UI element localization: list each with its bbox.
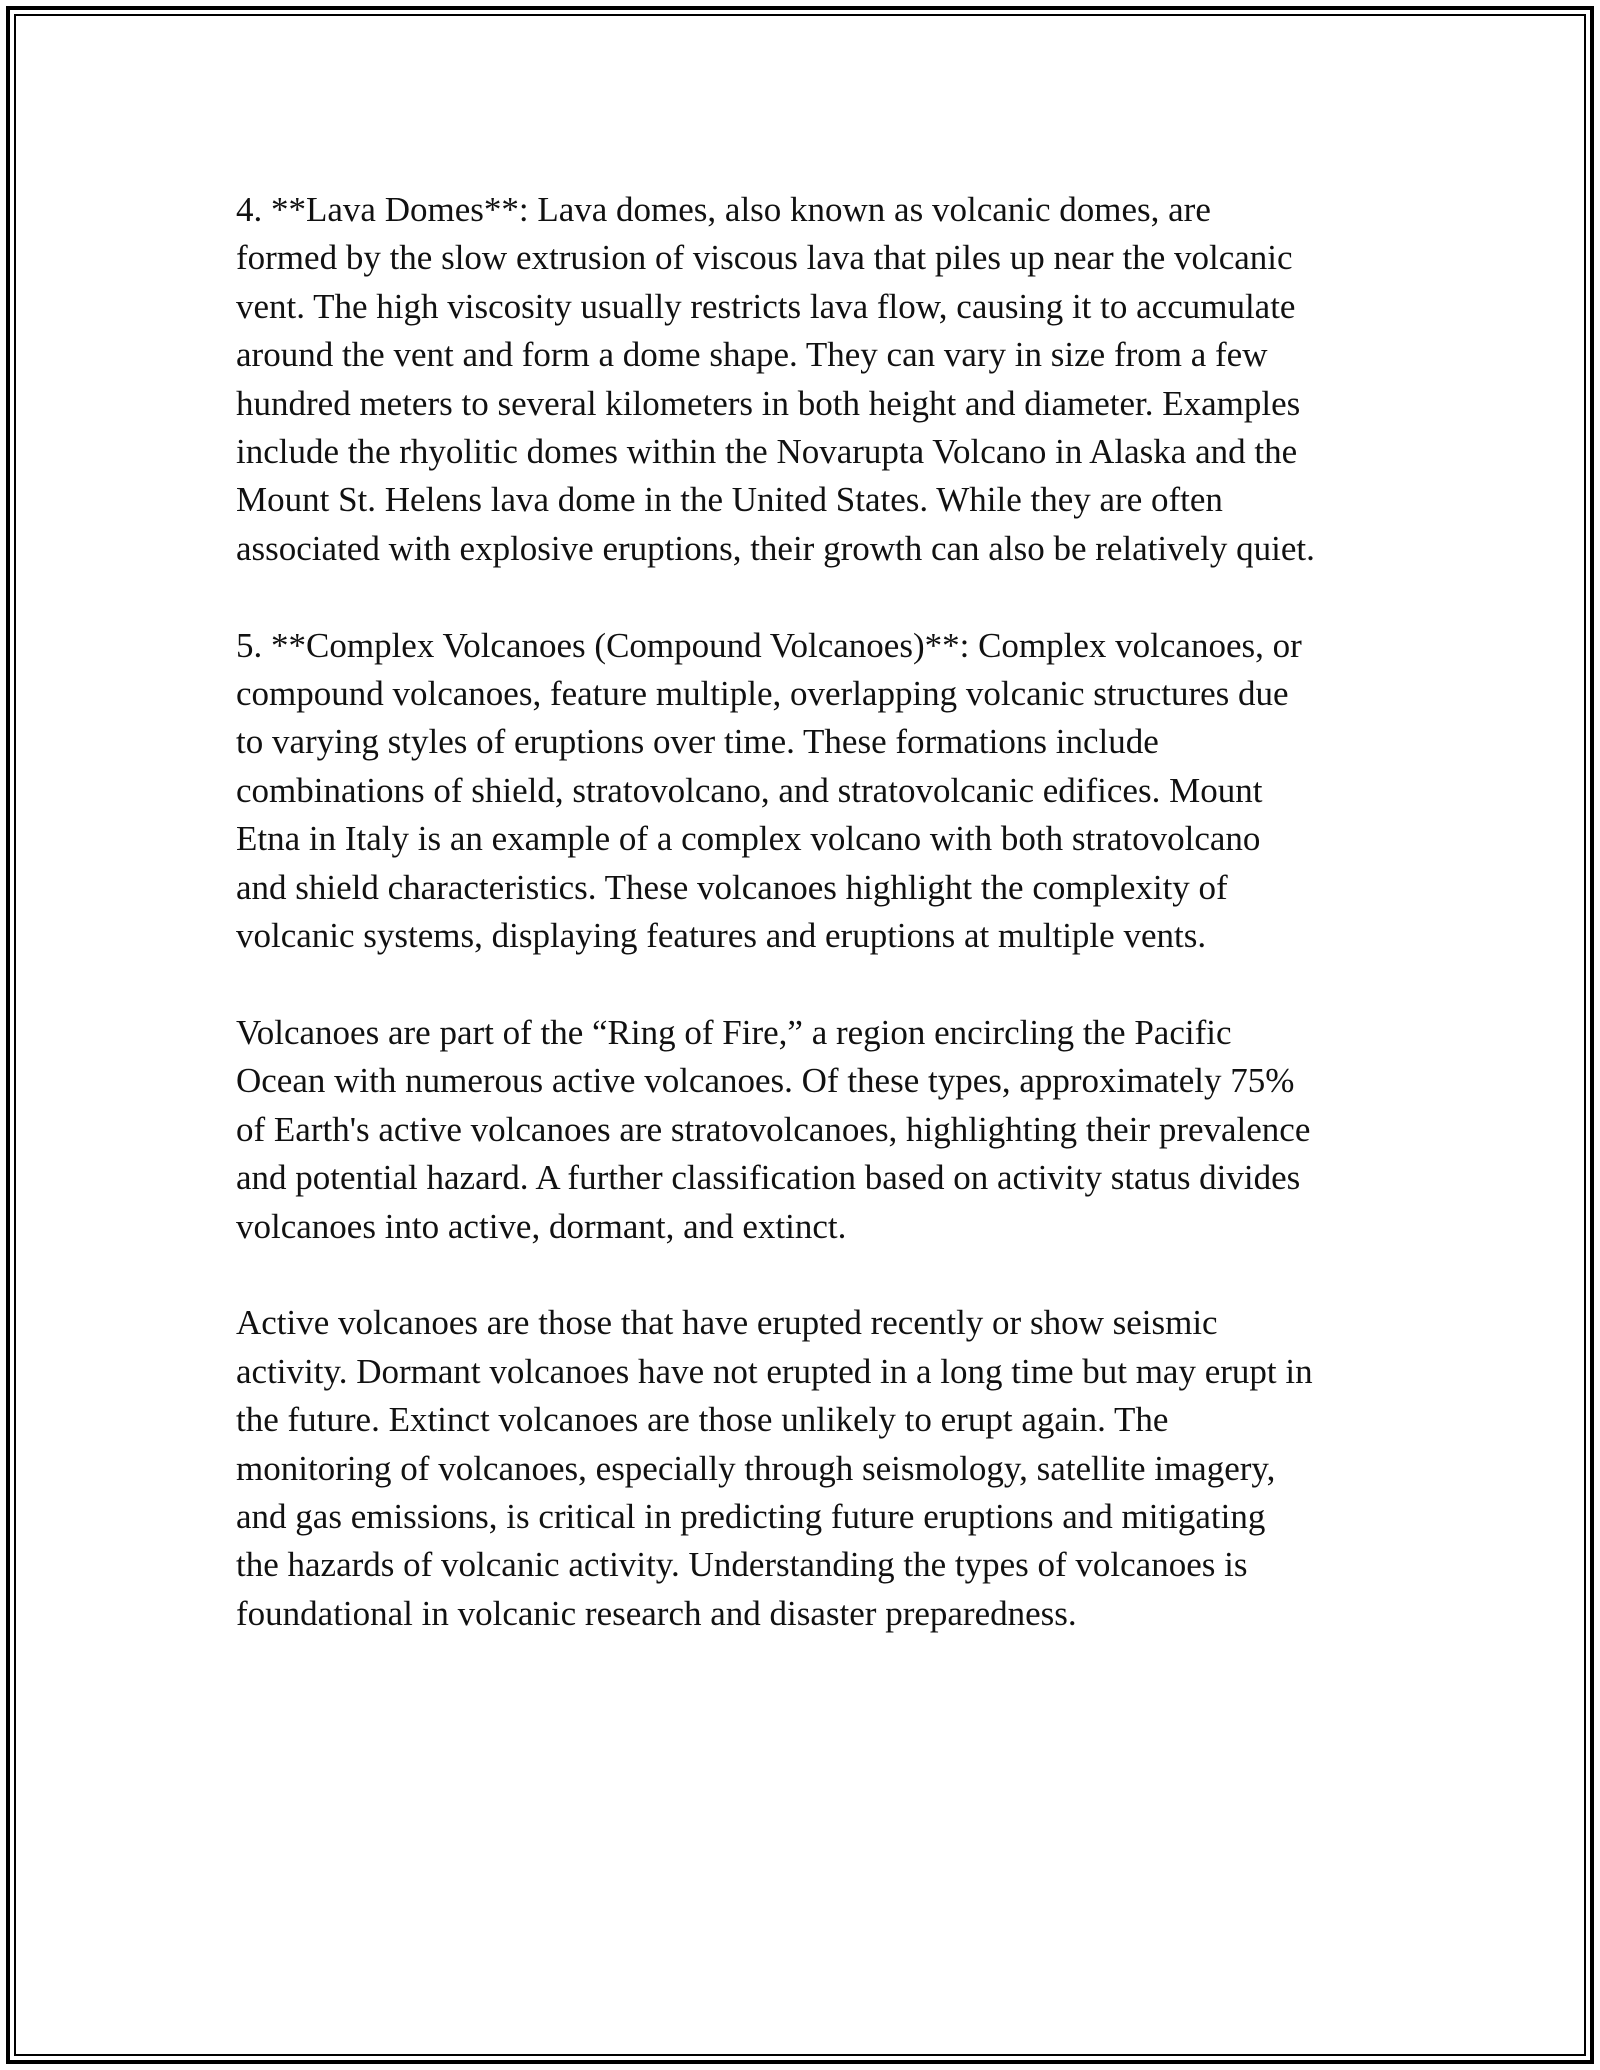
text-line: foundational in volcanic research and disaster preparedness.	[236, 1593, 1077, 1633]
text-line: and potential hazard. A further classification based on activity status divides	[236, 1158, 1301, 1198]
text-line: include the rhyolitic domes within the Novarupta Volcano in Alaska and the	[236, 432, 1298, 472]
paragraph-complex-volcanoes	[236, 622, 1386, 961]
text-line: monitoring of volcanoes, especially through seismology, satellite imagery,	[236, 1448, 1276, 1488]
text-line: Etna in Italy is an example of a complex volcano with both stratovolcano	[236, 819, 1261, 859]
text-line: and shield characteristics. These volcanoes highlight the complexity of	[236, 867, 1228, 907]
text-line: around the vent and form a dome shape. They can vary in size from a few	[236, 335, 1268, 375]
text-line: Active volcanoes are those that have erupted recently or show seismic	[236, 1303, 1218, 1343]
text-line: combinations of shield, stratovolcano, and stratovolcanic edifices. Mount	[236, 770, 1263, 810]
text-line: Mount St. Helens lava dome in the United States. While they are often	[236, 480, 1223, 520]
document-body	[236, 186, 1386, 1638]
paragraph-activity-status	[236, 1299, 1386, 1638]
text-line: 5. **Complex Volcanoes (Compound Volcanoes)**: Complex volcanoes, or	[236, 625, 1302, 665]
text-line: Volcanoes are part of the “Ring of Fire,” a region encircling the Pacific	[236, 1012, 1232, 1052]
text-line: vent. The high viscosity usually restricts lava flow, causing it to accumulate	[236, 286, 1296, 326]
text-line: associated with explosive eruptions, their growth can also be relatively quiet.	[236, 528, 1315, 568]
text-line: to varying styles of eruptions over time. These formations include	[236, 722, 1159, 762]
text-line: activity. Dormant volcanoes have not erupted in a long time but may erupt in	[236, 1351, 1313, 1391]
paragraph-ring-of-fire	[236, 1009, 1386, 1251]
text-line: hundred meters to several kilometers in both height and diameter. Examples	[236, 383, 1301, 423]
text-line: and gas emissions, is critical in predicting future eruptions and mitigating	[236, 1496, 1266, 1536]
paragraph-lava-domes	[236, 186, 1386, 573]
text-line: volcanic systems, displaying features and eruptions at multiple vents.	[236, 916, 1207, 956]
text-line: Ocean with numerous active volcanoes. Of these types, approximately 75%	[236, 1061, 1295, 1101]
text-line: the future. Extinct volcanoes are those unlikely to erupt again. The	[236, 1400, 1169, 1440]
text-line: compound volcanoes, feature multiple, overlapping volcanic structures due	[236, 674, 1289, 714]
text-line: 4. **Lava Domes**: Lava domes, also known as volcanic domes, are	[236, 190, 1211, 229]
text-line: formed by the slow extrusion of viscous lava that piles up near the volcanic	[236, 238, 1293, 278]
text-line: the hazards of volcanic activity. Understanding the types of volcanoes is	[236, 1545, 1248, 1585]
text-line: of Earth's active volcanoes are stratovolcanoes, highlighting their prevalence	[236, 1109, 1311, 1149]
text-line: volcanoes into active, dormant, and extinct.	[236, 1206, 847, 1246]
